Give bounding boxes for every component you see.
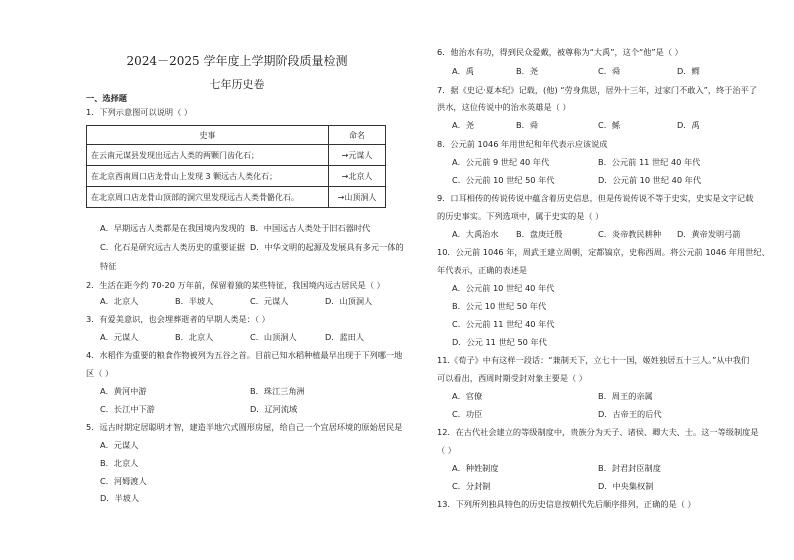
table-header-event: 史事 <box>87 126 329 145</box>
q8-option-a: A．公元前 9 世纪 40 年代 <box>452 157 550 167</box>
table-row <box>87 145 386 166</box>
table-header-name: 命名 <box>329 126 386 145</box>
q3-option-c: C．山顶洞人 <box>250 332 297 342</box>
question-8-stem: 8．公元前 1046 年用世纪和年代表示应该说成 <box>437 139 608 149</box>
q11-option-c: C．功臣 <box>452 409 483 419</box>
question-9-stem-cont: 的历史事实。下列选项中，属于史实的是（ ） <box>437 211 604 221</box>
q9-option-b: B．盘庚迁殷 <box>516 229 563 239</box>
q12-option-d: D．中央集权制 <box>598 481 654 491</box>
q7-option-b: B．舜 <box>516 120 538 130</box>
question-4-stem-cont: 区（ ） <box>86 368 114 378</box>
q4-option-d: D．辽河流域 <box>250 404 298 414</box>
q12-option-a: A．种姓制度 <box>452 463 499 473</box>
q3-option-d: D．蓝田人 <box>325 332 365 342</box>
q8-option-d: D．公元前 10 世纪 40 年代 <box>598 175 702 185</box>
q7-option-d: D．禹 <box>677 120 700 130</box>
question-5-stem: 5．远古时期定居聪明才智，建造半地穴式圆形房屋，给自己一个宜居环境的原始居民是 <box>86 422 403 432</box>
q2-option-d: D．山顶洞人 <box>325 296 373 306</box>
q7-option-c: C．鲧 <box>598 120 621 130</box>
q11-option-b: B．周王的亲属 <box>598 391 653 401</box>
table-cell-event: 在北京西南周口店龙骨山上发现 3 颗远古人类化石； <box>87 166 329 187</box>
q1-option-b: B．中国远古人类处于旧石器时代 <box>250 223 371 233</box>
q8-option-b: B．公元前 11 世纪 40 年代 <box>598 157 701 167</box>
q4-option-b: B．珠江三角洲 <box>250 386 305 396</box>
q6-option-d: D．鳏 <box>677 66 700 76</box>
table-cell-name: →元谋人 <box>329 145 386 166</box>
q1-option-d: D．中华文明的起源及发展具有多元一体的 <box>250 242 404 252</box>
q6-option-a: A．禹 <box>452 66 474 76</box>
q11-option-d: D．古帝王的后代 <box>598 409 662 419</box>
q1-option-a: A．早期远古人类都是在我国境内发现的 <box>100 223 245 233</box>
q11-option-a: A．官僚 <box>452 391 483 401</box>
q7-option-a: A．尧 <box>452 120 474 130</box>
q10-option-d: D．公元 11 世纪 50 年代 <box>452 337 547 347</box>
q2-option-b: B．半坡人 <box>175 296 214 306</box>
q10-option-c: C．公元前 11 世纪 40 年代 <box>452 319 555 329</box>
q5-option-b: B．北京人 <box>100 458 139 468</box>
q4-option-a: A．黄河中游 <box>100 386 147 396</box>
q10-option-b: B．公元 10 世纪 50 年代 <box>452 301 547 311</box>
question-13-stem: 13．下列所列独具特色的历史信息按朝代先后顺序排列，正确的是（ ） <box>437 499 696 509</box>
question-1-stem: 1．下列示意图可以说明（ ） <box>86 107 193 117</box>
table-cell-event: 在北京周口店龙骨山顶部的洞穴里发现远古人类骨骼化石。 <box>87 187 329 208</box>
question-3-stem: 3．有爱美意识，也会埋葬逝者的早期人类是：（ ） <box>86 314 270 324</box>
question-7-stem: 7．据《史记·夏本纪》记载，(他) “劳身焦思，居外十三年，过家门不敢入”，终于治平了 <box>437 85 758 95</box>
exam-subtitle: 七年历史卷 <box>209 78 265 91</box>
history-table <box>86 125 386 208</box>
question-11-stem-cont: 可以看出，西周时期受封对象主要是（ ） <box>437 373 587 383</box>
q12-option-c: C．分封制 <box>452 481 491 491</box>
table-row <box>87 187 386 208</box>
q2-option-a: A．北京人 <box>100 296 139 306</box>
q6-option-b: B．尧 <box>516 66 538 76</box>
table-row <box>87 166 386 187</box>
table-header-row <box>87 126 386 145</box>
q9-option-d: D．黄帝发明弓箭 <box>677 229 741 239</box>
q5-option-a: A．元谋人 <box>100 440 139 450</box>
question-7-stem-cont: 洪水，这位传说中的治水英雄是（ ） <box>437 102 571 112</box>
question-11-stem: 11.《荀子》中有这样一段话：“兼制天下，立七十一国，姬姓独居五十三人。”从中我们 <box>437 355 750 365</box>
q4-option-c: C．长江中下游 <box>100 404 155 414</box>
question-10-stem-cont: 年代表示，正确的表述是 <box>437 265 528 275</box>
question-12-stem: 12．在古代社会建立的等级制度中，贵族分为天子、诸侯、卿大夫、士。这一等级制度是 <box>437 427 759 437</box>
q1-option-d-cont: 特征 <box>100 261 117 271</box>
q1-option-c: C．化石是研究远古人类历史的重要证据 <box>100 242 245 252</box>
table-cell-name: →山顶洞人 <box>329 187 386 208</box>
q2-option-c: C．元谋人 <box>250 296 289 306</box>
question-12-stem-cont: （ ） <box>437 445 456 455</box>
question-2-stem: 2．生活在距今约 70-20 万年前，保留着猿的某些特征，我国境内远古居民是（ ） <box>86 280 385 290</box>
q9-option-c: C．炎帝教民耕种 <box>598 229 662 239</box>
question-6-stem: 6．他治水有功，得到民众爱戴，被尊称为“大禹”，这个“他”是（ ） <box>437 47 683 57</box>
question-10-stem: 10．公元前 1046 年，周武王建立周朝，定都镐京，史称西周。将公元前 1046 年用世纪、 <box>437 247 770 257</box>
q3-option-a: A．元谋人 <box>100 332 139 342</box>
question-4-stem: 4．水稻作为重要的粮食作物被列为五谷之首。目前已知水稻种植最早出现于下列哪一地 <box>86 350 403 360</box>
q12-option-b: B．封君封臣制度 <box>598 463 661 473</box>
q8-option-c: C．公元前 10 世纪 50 年代 <box>452 175 555 185</box>
q5-option-d: D．半坡人 <box>100 493 140 503</box>
q10-option-a: A．公元前 10 世纪 40 年代 <box>452 283 555 293</box>
question-9-stem: 9．口耳相传的传说传说中蕴含着历史信息，但是传说传说不等于史实，史实是文字记载 <box>437 193 754 203</box>
table-cell-name: →北京人 <box>329 166 386 187</box>
q9-option-a: A．大禹治水 <box>452 229 499 239</box>
q6-option-c: C．舜 <box>598 66 621 76</box>
section-heading: 一、选择题 <box>86 93 127 103</box>
exam-title: 2024－2025 学年度上学期阶段质量检测 <box>126 54 348 68</box>
table-cell-event: 在云南元谋县发现出远古人类的两颗门齿化石； <box>87 145 329 166</box>
q5-option-c: C．河姆渡人 <box>100 476 147 486</box>
q3-option-b: B．北京人 <box>175 332 214 342</box>
